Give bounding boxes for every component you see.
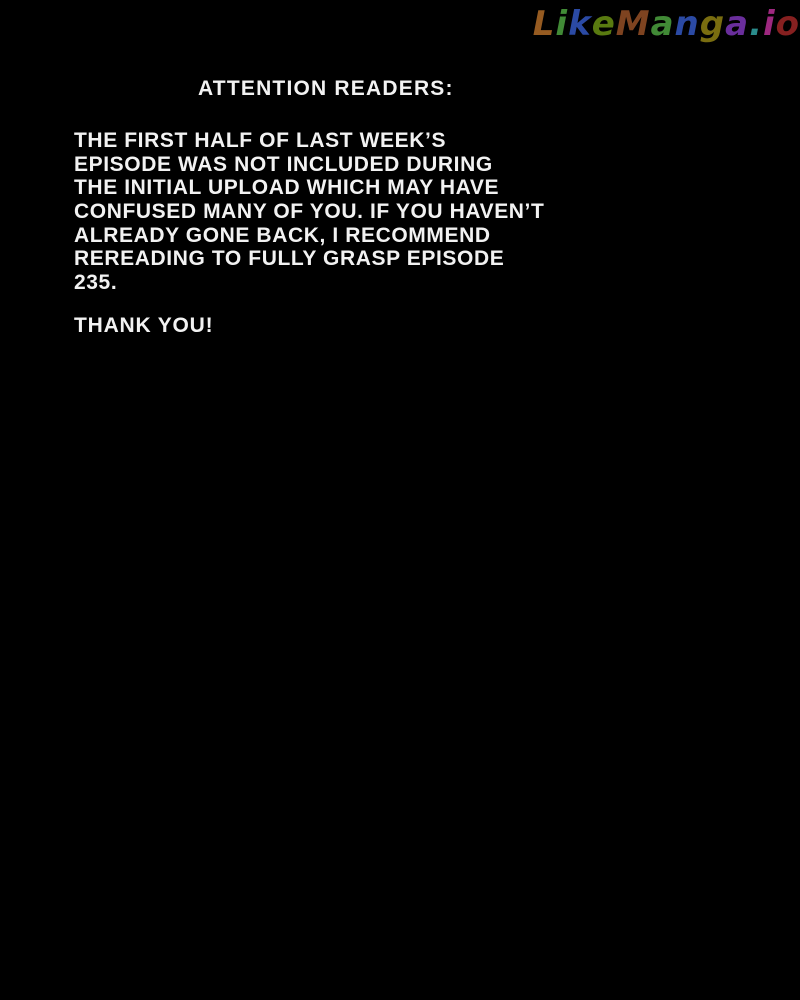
notice-body-line: REREADING TO FULLY GRASP EPISODE <box>74 247 505 271</box>
site-watermark-logo <box>528 3 800 45</box>
notice-heading: ATTENTION READERS: <box>198 77 454 100</box>
notice-body-line: EPISODE WAS NOT INCLUDED DURING <box>74 152 493 176</box>
notice-closing: THANK YOU! <box>74 314 214 337</box>
notice-body <box>74 129 544 295</box>
logo-letter: i <box>555 4 569 44</box>
logo-letter: M <box>615 4 651 44</box>
logo-letter: i <box>762 4 776 44</box>
logo-letter: L <box>532 4 556 44</box>
notice-body-line: THE FIRST HALF OF LAST WEEK’S <box>74 129 447 152</box>
logo-letter: . <box>749 4 763 44</box>
logo-letter: e <box>591 4 616 44</box>
logo-letter: o <box>775 4 800 44</box>
notice-body-line: CONFUSED MANY OF YOU. IF YOU HAVEN’T <box>74 200 545 224</box>
logo-letter: k <box>568 4 592 44</box>
notice-body-line: ALREADY GONE BACK, I RECOMMEND <box>74 223 491 247</box>
notice-body-line: THE INITIAL UPLOAD WHICH MAY HAVE <box>74 176 500 200</box>
logo-letter: g <box>699 4 726 44</box>
logo-letter: n <box>674 4 700 44</box>
logo-letter: a <box>725 4 750 44</box>
notice-body-line: 235. <box>74 271 118 295</box>
logo-letter: a <box>650 4 675 44</box>
